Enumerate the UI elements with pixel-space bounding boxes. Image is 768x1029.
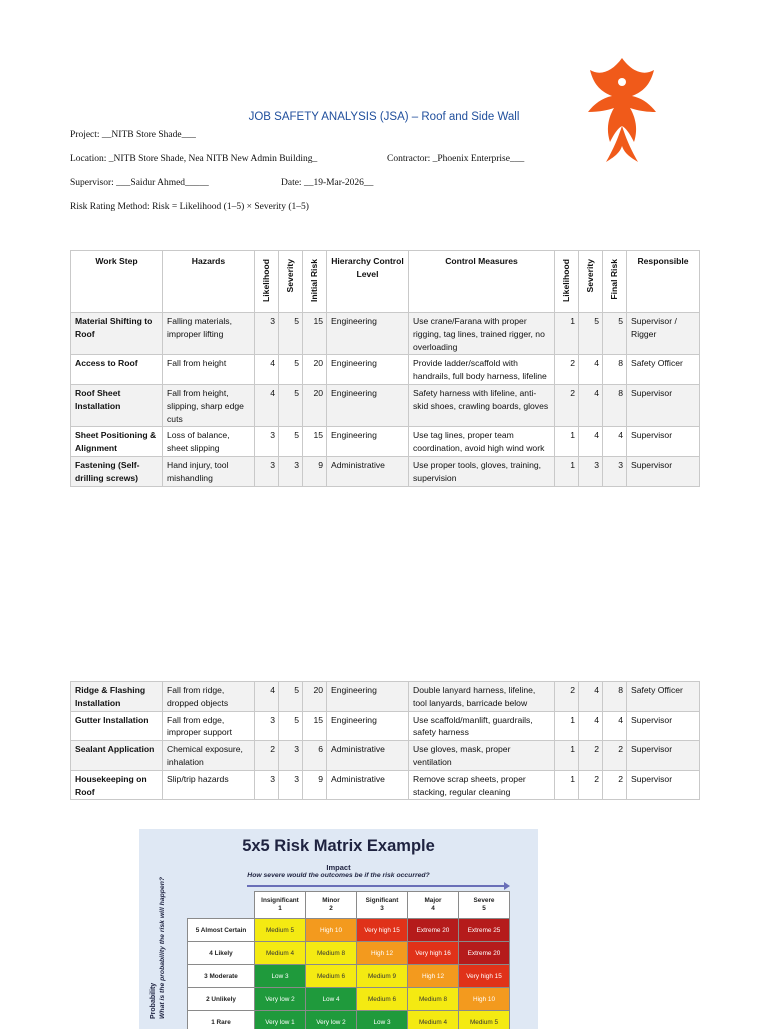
header-likelihood-final: Likelihood <box>555 251 579 313</box>
initial-risk-cell: 6 <box>303 741 327 771</box>
matrix-row <box>188 965 510 988</box>
jsa-table <box>70 250 700 487</box>
probability-label: 5 Almost Certain <box>188 919 255 942</box>
risk-matrix-image <box>139 829 538 1029</box>
control-measures-cell: Use gloves, mask, proper ventilation <box>409 741 555 771</box>
final-severity-cell: 3 <box>579 456 603 486</box>
header-final-risk: Final Risk <box>603 251 627 313</box>
final-risk-cell: 3 <box>603 456 627 486</box>
matrix-cell: Medium 5 <box>459 1011 510 1029</box>
likelihood-cell: 3 <box>255 313 279 355</box>
hierarchy-cell: Administrative <box>327 741 409 771</box>
matrix-cell: Medium 6 <box>306 965 357 988</box>
hierarchy-cell: Engineering <box>327 427 409 457</box>
severity-cell: 3 <box>279 456 303 486</box>
impact-number: 5 <box>459 905 509 913</box>
header-control-measures: Control Measures <box>409 251 555 313</box>
final-risk-cell: 8 <box>603 355 627 385</box>
responsible-cell: Supervisor <box>627 384 700 426</box>
impact-number: 4 <box>408 905 458 913</box>
final-likelihood-cell: 1 <box>555 741 579 771</box>
impact-arrow-icon <box>247 885 505 887</box>
control-measures-cell: Use scaffold/manlift, guardrails, safety harness <box>409 711 555 741</box>
severity-cell: 3 <box>279 770 303 800</box>
document-title: JOB SAFETY ANALYSIS (JSA) – Roof and Side Wall <box>0 111 768 123</box>
final-severity-cell: 5 <box>579 313 603 355</box>
matrix-row <box>188 1011 510 1029</box>
likelihood-cell: 4 <box>255 384 279 426</box>
header-hazards: Hazards <box>163 251 255 313</box>
final-risk-cell: 2 <box>603 741 627 771</box>
control-measures-cell: Use proper tools, gloves, training, supervision <box>409 456 555 486</box>
matrix-column-header <box>408 892 459 919</box>
final-risk-cell: 8 <box>603 682 627 712</box>
final-likelihood-cell: 1 <box>555 427 579 457</box>
final-severity-cell: 4 <box>579 355 603 385</box>
work-step-cell: Material Shifting to Roof <box>71 313 163 355</box>
matrix-cell: Medium 5 <box>255 919 306 942</box>
matrix-cell: Medium 8 <box>306 942 357 965</box>
likelihood-cell: 4 <box>255 355 279 385</box>
header-responsible: Responsible <box>627 251 700 313</box>
final-severity-cell: 4 <box>579 682 603 712</box>
likelihood-cell: 3 <box>255 456 279 486</box>
initial-risk-cell: 15 <box>303 427 327 457</box>
hazards-cell: Loss of balance, sheet slipping <box>163 427 255 457</box>
initial-risk-cell: 20 <box>303 682 327 712</box>
matrix-cell: Medium 4 <box>255 942 306 965</box>
initial-risk-cell: 20 <box>303 355 327 385</box>
table-body <box>71 313 700 487</box>
table-row <box>71 456 700 486</box>
control-measures-cell: Use tag lines, proper team coordination, avoid high wind work <box>409 427 555 457</box>
hazards-cell: Fall from edge, improper support <box>163 711 255 741</box>
matrix-row <box>188 942 510 965</box>
table-row <box>71 427 700 457</box>
likelihood-cell: 4 <box>255 682 279 712</box>
table-body-continued <box>71 682 700 800</box>
header-work-step: Work Step <box>71 251 163 313</box>
header-severity: Severity <box>279 251 303 313</box>
probability-label: 4 Likely <box>188 942 255 965</box>
hazards-cell: Hand injury, tool mishandling <box>163 456 255 486</box>
table-row <box>71 355 700 385</box>
severity-cell: 5 <box>279 427 303 457</box>
table-row <box>71 313 700 355</box>
impact-name: Insignificant <box>255 897 305 905</box>
matrix-cell: Very low 1 <box>255 1011 306 1029</box>
likelihood-cell: 3 <box>255 427 279 457</box>
final-severity-cell: 2 <box>579 741 603 771</box>
table-row <box>71 741 700 771</box>
final-likelihood-cell: 1 <box>555 313 579 355</box>
table-header-row <box>71 251 700 313</box>
likelihood-cell: 2 <box>255 741 279 771</box>
table-row <box>71 384 700 426</box>
matrix-column-header <box>459 892 510 919</box>
matrix-probability-label: Probability What is the probability the risk will happen? <box>149 877 167 1019</box>
hazards-cell: Fall from ridge, dropped objects <box>163 682 255 712</box>
matrix-cell: Very low 2 <box>255 988 306 1011</box>
likelihood-cell: 3 <box>255 711 279 741</box>
table-row <box>71 770 700 800</box>
impact-name: Minor <box>306 897 356 905</box>
severity-cell: 5 <box>279 682 303 712</box>
date-line: Date: __19-Mar-2026__ <box>281 178 373 188</box>
hazards-cell: Chemical exposure, inhalation <box>163 741 255 771</box>
control-measures-cell: Double lanyard harness, lifeline, tool lanyards, barricade below <box>409 682 555 712</box>
responsible-cell: Safety Officer <box>627 355 700 385</box>
final-likelihood-cell: 1 <box>555 456 579 486</box>
final-severity-cell: 4 <box>579 427 603 457</box>
jsa-table-continued <box>70 681 700 800</box>
work-step-cell: Roof Sheet Installation <box>71 384 163 426</box>
final-likelihood-cell: 2 <box>555 355 579 385</box>
hierarchy-cell: Engineering <box>327 711 409 741</box>
project-line: Project: __NITB Store Shade___ <box>70 130 196 140</box>
matrix-cell: High 12 <box>357 942 408 965</box>
work-step-cell: Fastening (Self-drilling screws) <box>71 456 163 486</box>
work-step-cell: Ridge & Flashing Installation <box>71 682 163 712</box>
control-measures-cell: Provide ladder/scaffold with handrails, full body harness, lifeline <box>409 355 555 385</box>
work-step-cell: Sealant Application <box>71 741 163 771</box>
contractor-line: Contractor: _Phoenix Enterprise___ <box>387 154 524 164</box>
work-step-cell: Housekeeping on Roof <box>71 770 163 800</box>
matrix-cell: Low 3 <box>255 965 306 988</box>
probability-label: 3 Moderate <box>188 965 255 988</box>
header-severity-final: Severity <box>579 251 603 313</box>
final-likelihood-cell: 2 <box>555 682 579 712</box>
initial-risk-cell: 15 <box>303 711 327 741</box>
matrix-cell: Medium 8 <box>408 988 459 1011</box>
table-row <box>71 711 700 741</box>
matrix-cell: Low 3 <box>357 1011 408 1029</box>
work-step-cell: Sheet Positioning & Alignment <box>71 427 163 457</box>
initial-risk-cell: 9 <box>303 770 327 800</box>
hierarchy-cell: Engineering <box>327 384 409 426</box>
final-risk-cell: 4 <box>603 711 627 741</box>
hierarchy-cell: Administrative <box>327 770 409 800</box>
final-likelihood-cell: 1 <box>555 770 579 800</box>
risk-matrix-grid <box>187 891 510 1029</box>
matrix-cell: Medium 9 <box>357 965 408 988</box>
matrix-cell: Very high 16 <box>408 942 459 965</box>
matrix-cell: Low 4 <box>306 988 357 1011</box>
matrix-row <box>188 919 510 942</box>
location-line: Location: _NITB Store Shade, Nea NITB New Admin Building_ <box>70 154 317 164</box>
final-severity-cell: 4 <box>579 384 603 426</box>
hierarchy-cell: Engineering <box>327 682 409 712</box>
matrix-column-header <box>306 892 357 919</box>
likelihood-cell: 3 <box>255 770 279 800</box>
hazards-cell: Falling materials, improper lifting <box>163 313 255 355</box>
matrix-cell: High 10 <box>459 988 510 1011</box>
final-risk-cell: 4 <box>603 427 627 457</box>
work-step-cell: Gutter Installation <box>71 711 163 741</box>
probability-label: 1 Rare <box>188 1011 255 1029</box>
matrix-cell: Medium 4 <box>408 1011 459 1029</box>
final-likelihood-cell: 2 <box>555 384 579 426</box>
matrix-cell: High 10 <box>306 919 357 942</box>
severity-cell: 5 <box>279 711 303 741</box>
initial-risk-cell: 20 <box>303 384 327 426</box>
final-risk-cell: 2 <box>603 770 627 800</box>
hazards-cell: Fall from height <box>163 355 255 385</box>
matrix-impact-label: Impact <box>139 863 538 872</box>
severity-cell: 5 <box>279 313 303 355</box>
severity-cell: 5 <box>279 355 303 385</box>
matrix-cell: High 12 <box>408 965 459 988</box>
responsible-cell: Supervisor <box>627 770 700 800</box>
supervisor-line: Supervisor: ___Saidur Ahmed_____ <box>70 178 209 188</box>
hierarchy-cell: Administrative <box>327 456 409 486</box>
matrix-title: 5x5 Risk Matrix Example <box>139 837 538 856</box>
hazards-cell: Fall from height, slipping, sharp edge cuts <box>163 384 255 426</box>
risk-method-line: Risk Rating Method: Risk = Likelihood (1–5) × Severity (1–5) <box>70 202 309 212</box>
impact-name: Severe <box>459 897 509 905</box>
final-risk-cell: 5 <box>603 313 627 355</box>
probability-label: 2 Unlikely <box>188 988 255 1011</box>
final-likelihood-cell: 1 <box>555 711 579 741</box>
matrix-cell: Extreme 25 <box>459 919 510 942</box>
impact-number: 2 <box>306 905 356 913</box>
matrix-row <box>188 988 510 1011</box>
hierarchy-cell: Engineering <box>327 313 409 355</box>
responsible-cell: Supervisor / Rigger <box>627 313 700 355</box>
matrix-column-header <box>357 892 408 919</box>
responsible-cell: Supervisor <box>627 741 700 771</box>
impact-name: Major <box>408 897 458 905</box>
matrix-cell: Medium 6 <box>357 988 408 1011</box>
hazards-cell: Slip/trip hazards <box>163 770 255 800</box>
hierarchy-cell: Engineering <box>327 355 409 385</box>
impact-number: 1 <box>255 905 305 913</box>
work-step-cell: Access to Roof <box>71 355 163 385</box>
matrix-cell: Extreme 20 <box>459 942 510 965</box>
impact-number: 3 <box>357 905 407 913</box>
header-hierarchy: Hierarchy Control Level <box>327 251 409 313</box>
control-measures-cell: Remove scrap sheets, proper stacking, regular cleaning <box>409 770 555 800</box>
control-measures-cell: Safety harness with lifeline, anti-skid shoes, crawling boards, gloves <box>409 384 555 426</box>
header-likelihood: Likelihood <box>255 251 279 313</box>
control-measures-cell: Use crane/Farana with proper rigging, tag lines, trained rigger, no overloading <box>409 313 555 355</box>
responsible-cell: Supervisor <box>627 456 700 486</box>
final-severity-cell: 4 <box>579 711 603 741</box>
initial-risk-cell: 9 <box>303 456 327 486</box>
matrix-column-header <box>255 892 306 919</box>
final-severity-cell: 2 <box>579 770 603 800</box>
responsible-cell: Supervisor <box>627 427 700 457</box>
responsible-cell: Supervisor <box>627 711 700 741</box>
matrix-cell: Very low 2 <box>306 1011 357 1029</box>
matrix-cell: Very high 15 <box>357 919 408 942</box>
matrix-corner <box>188 892 255 919</box>
responsible-cell: Safety Officer <box>627 682 700 712</box>
severity-cell: 3 <box>279 741 303 771</box>
matrix-cell: Extreme 20 <box>408 919 459 942</box>
initial-risk-cell: 15 <box>303 313 327 355</box>
impact-name: Significant <box>357 897 407 905</box>
matrix-header-row <box>188 892 510 919</box>
final-risk-cell: 8 <box>603 384 627 426</box>
matrix-impact-question: How severe would the outcomes be if the risk occurred? <box>139 872 538 879</box>
matrix-cell: Very high 15 <box>459 965 510 988</box>
header-initial-risk: Initial Risk <box>303 251 327 313</box>
table-row <box>71 682 700 712</box>
severity-cell: 5 <box>279 384 303 426</box>
